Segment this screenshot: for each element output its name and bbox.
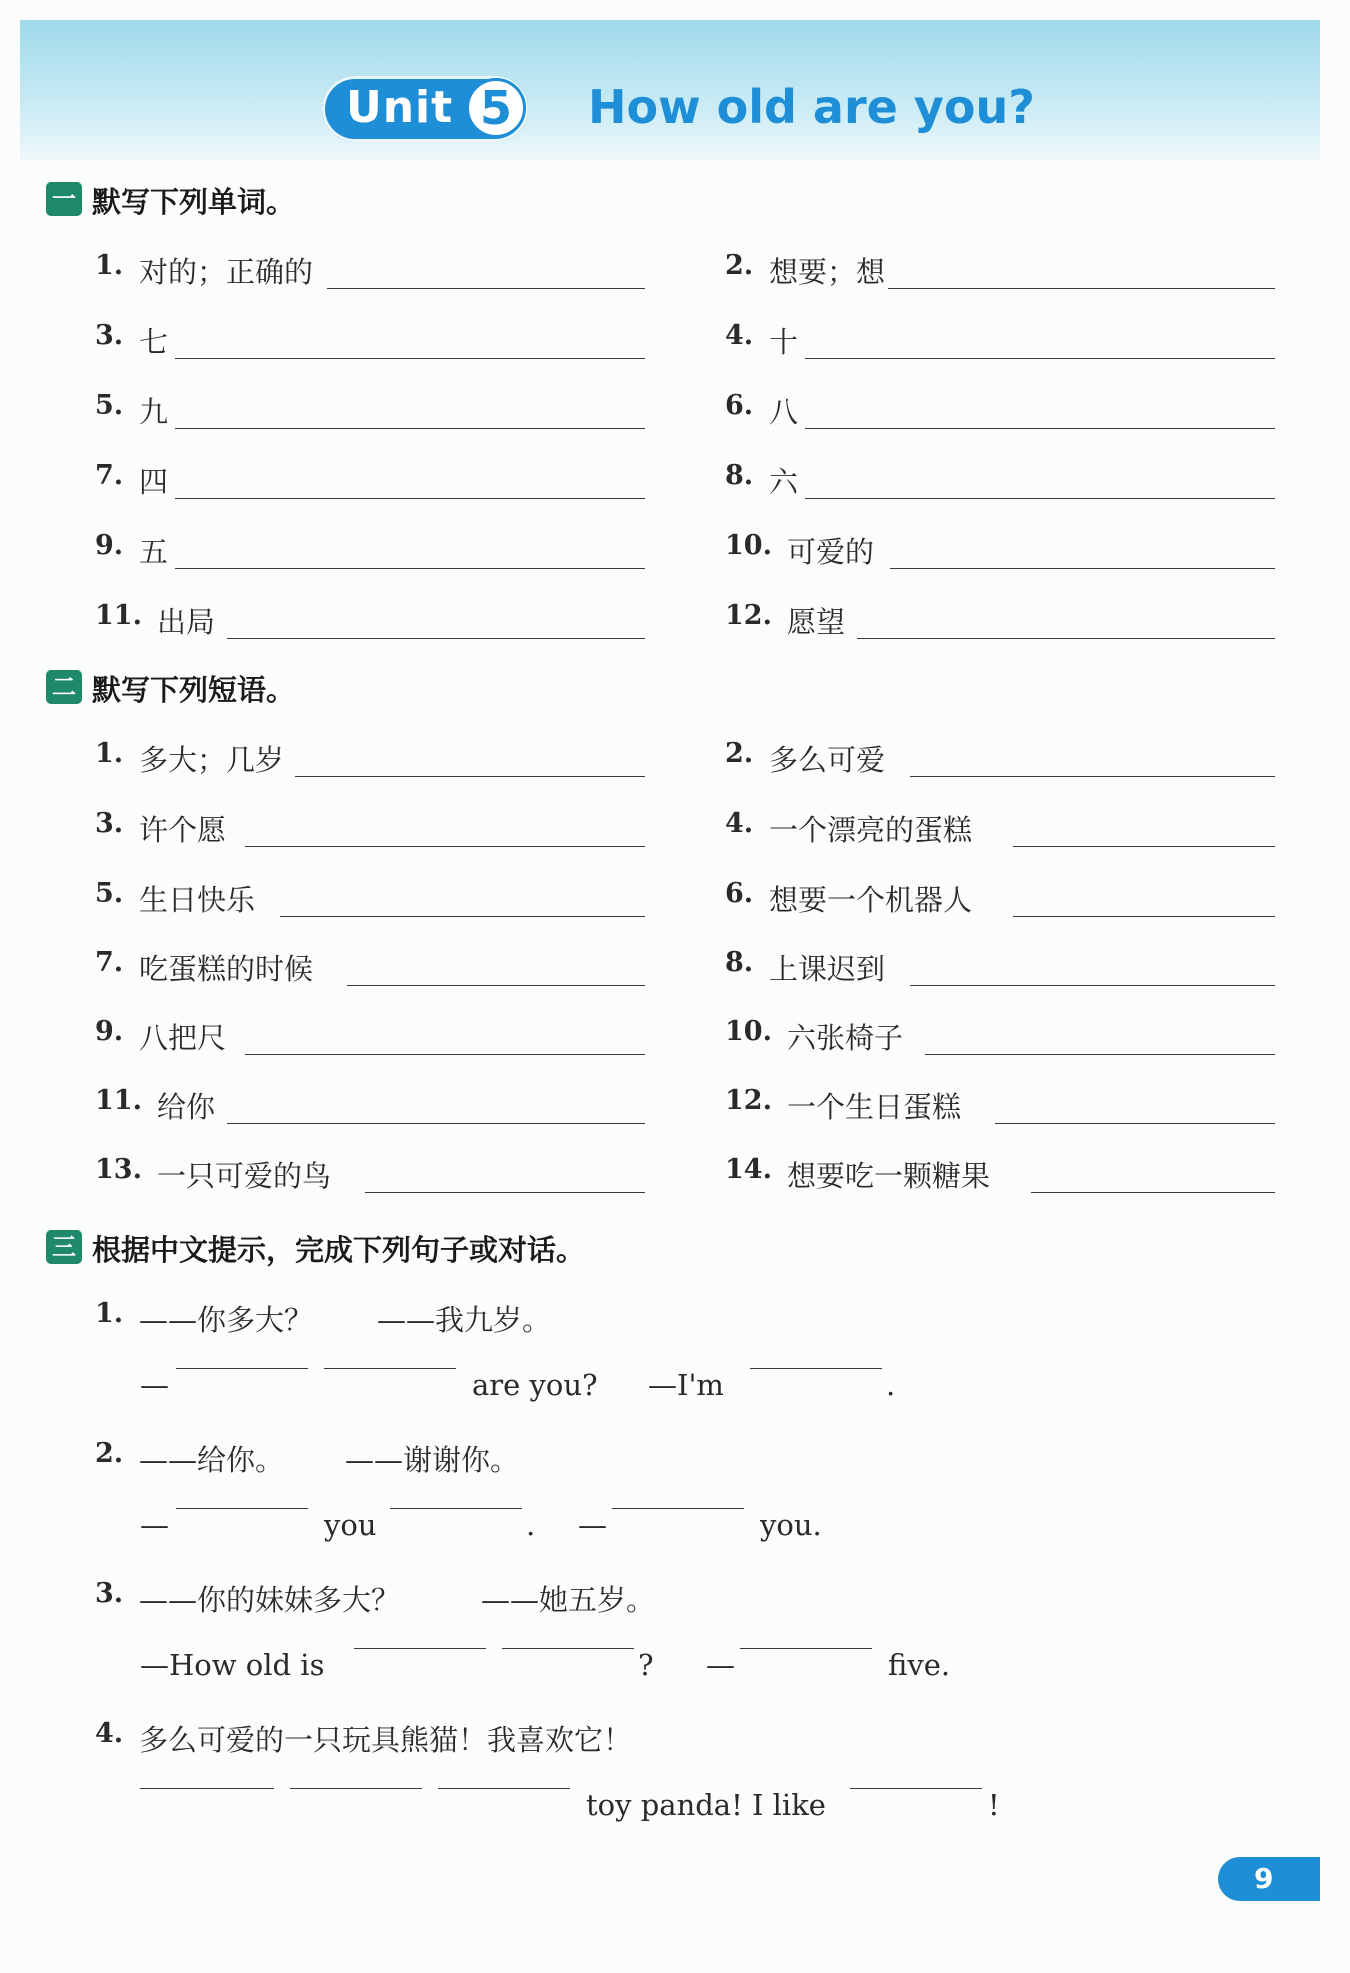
answer-blank[interactable]	[805, 428, 1275, 429]
dialogue-dash: —	[140, 1508, 169, 1542]
item-number: 14.	[725, 1154, 772, 1185]
sentence-text: —How old is	[140, 1648, 325, 1682]
item-number: 4.	[725, 808, 754, 839]
sentence-text: ?	[638, 1648, 654, 1682]
question-3-prompt	[95, 1578, 1195, 1622]
item-number: 2.	[725, 738, 754, 769]
sentence-text: five.	[888, 1648, 951, 1682]
sentence-text: .	[526, 1508, 536, 1542]
item-prompt: 对的；正确的	[139, 255, 314, 289]
answer-blank[interactable]	[910, 776, 1275, 777]
item-prompt: 九	[139, 395, 169, 429]
answer-blank[interactable]	[227, 638, 645, 639]
phrase-item	[725, 1154, 1275, 1194]
item-number: 10.	[725, 530, 772, 561]
item-prompt: 可爱的	[787, 535, 875, 569]
answer-blank[interactable]	[347, 985, 645, 986]
answer-blank[interactable]	[995, 1123, 1275, 1124]
item-number: 11.	[95, 600, 142, 631]
item-number: 3.	[95, 320, 124, 351]
phrase-item	[95, 878, 645, 918]
item-number: 11.	[95, 1085, 142, 1116]
phrase-item	[725, 878, 1275, 918]
item-prompt: 上课迟到	[769, 952, 886, 986]
item-number: 2.	[95, 1438, 124, 1469]
answer-blank[interactable]	[910, 985, 1275, 986]
item-number: 5.	[95, 390, 124, 421]
word-item	[95, 390, 645, 430]
item-number: 10.	[725, 1016, 772, 1047]
chinese-cue: ——给你。	[139, 1443, 285, 1477]
answer-blank[interactable]	[390, 1508, 522, 1509]
item-prompt: 八把尺	[139, 1021, 227, 1055]
phrase-item	[725, 1085, 1275, 1125]
word-item	[95, 460, 645, 500]
question-4-prompt	[95, 1718, 1195, 1762]
dialogue-dash: —	[140, 1368, 169, 1402]
page-number: 9	[1218, 1857, 1320, 1901]
item-prompt: 想要吃一颗糖果	[787, 1159, 991, 1193]
item-number: 6.	[725, 390, 754, 421]
phrase-item	[95, 947, 645, 987]
phrase-item	[95, 808, 645, 848]
unit-title: How old are you?	[588, 80, 1035, 134]
item-number: 1.	[95, 1298, 124, 1329]
section-1-title: 默写下列单词。	[92, 185, 296, 219]
item-prompt: 六	[769, 465, 799, 499]
phrase-item	[725, 738, 1275, 778]
item-number: 12.	[725, 1085, 772, 1116]
item-prompt: 一个漂亮的蛋糕	[769, 813, 973, 847]
answer-blank[interactable]	[888, 288, 1275, 289]
answer-blank[interactable]	[290, 1788, 422, 1789]
question-4-answer-row	[140, 1788, 1240, 1832]
answer-blank[interactable]	[925, 1054, 1275, 1055]
item-number: 9.	[95, 1016, 124, 1047]
question-3-answer-row	[140, 1648, 1240, 1692]
item-number: 4.	[95, 1718, 124, 1749]
question-2-answer-row	[140, 1508, 1240, 1552]
section-2-title: 默写下列短语。	[92, 673, 296, 707]
word-item	[95, 530, 645, 570]
word-item	[725, 320, 1275, 360]
item-prompt: 生日快乐	[139, 883, 256, 917]
item-prompt: 想要；想	[769, 255, 886, 289]
answer-blank[interactable]	[245, 1054, 645, 1055]
answer-blank[interactable]	[1013, 916, 1275, 917]
word-item	[725, 600, 1275, 640]
item-number: 7.	[95, 947, 124, 978]
item-number: 2.	[725, 250, 754, 281]
phrase-item	[95, 1154, 645, 1194]
phrase-item	[725, 947, 1275, 987]
item-number: 1.	[95, 250, 124, 281]
item-prompt: 六张椅子	[787, 1021, 904, 1055]
question-1-prompt	[95, 1298, 1195, 1342]
section-1-badge: 一	[46, 182, 82, 216]
item-prompt: 给你	[157, 1090, 216, 1124]
answer-blank[interactable]	[175, 428, 645, 429]
item-prompt: 出局	[157, 605, 216, 639]
word-item	[95, 250, 645, 290]
item-prompt: 愿望	[787, 605, 846, 639]
answer-blank[interactable]	[175, 498, 645, 499]
section-2-badge: 二	[46, 670, 82, 704]
dialogue-dash: —	[578, 1508, 607, 1542]
chinese-cue: ——你多大？	[139, 1303, 314, 1337]
answer-blank[interactable]	[175, 568, 645, 569]
answer-blank[interactable]	[227, 1123, 645, 1124]
word-item	[725, 530, 1275, 570]
answer-blank[interactable]	[327, 288, 645, 289]
answer-blank[interactable]	[805, 358, 1275, 359]
chinese-cue: ——谢谢你。	[345, 1443, 520, 1477]
chinese-cue: ——你的妹妹多大？	[139, 1583, 401, 1617]
answer-blank[interactable]	[176, 1508, 308, 1509]
item-prompt: 多么可爱	[769, 743, 886, 777]
answer-blank[interactable]	[1031, 1192, 1275, 1193]
item-prompt: 想要一个机器人	[769, 883, 973, 917]
item-prompt: 七	[139, 325, 169, 359]
unit-number: 5	[466, 78, 526, 138]
item-number: 12.	[725, 600, 772, 631]
word-item	[95, 600, 645, 640]
answer-blank[interactable]	[176, 1368, 308, 1369]
answer-blank[interactable]	[245, 846, 645, 847]
item-number: 3.	[95, 808, 124, 839]
unit-badge	[322, 76, 528, 142]
word-item	[725, 460, 1275, 500]
item-prompt: 多大；几岁	[139, 743, 285, 777]
chinese-cue: ——我九岁。	[377, 1303, 552, 1337]
answer-blank[interactable]	[365, 1192, 645, 1193]
answer-blank[interactable]	[354, 1648, 486, 1649]
item-prompt: 一个生日蛋糕	[787, 1090, 962, 1124]
sentence-text: toy panda! I like	[586, 1788, 826, 1822]
answer-blank[interactable]	[850, 1788, 982, 1789]
item-prompt: 十	[769, 325, 799, 359]
answer-blank[interactable]	[502, 1648, 634, 1649]
sentence-text: you	[324, 1508, 377, 1542]
answer-blank[interactable]	[612, 1508, 744, 1509]
item-number: 7.	[95, 460, 124, 491]
item-number: 13.	[95, 1154, 142, 1185]
item-prompt: 一只可爱的鸟	[157, 1159, 332, 1193]
item-number: 5.	[95, 878, 124, 909]
section-3-title: 根据中文提示，完成下列句子或对话。	[92, 1233, 586, 1267]
answer-blank[interactable]	[805, 498, 1275, 499]
item-prompt: 五	[139, 535, 169, 569]
item-prompt: 四	[139, 465, 169, 499]
item-number: 3.	[95, 1578, 124, 1609]
answer-blank[interactable]	[750, 1368, 882, 1369]
answer-blank[interactable]	[280, 916, 645, 917]
question-1-answer-row	[140, 1368, 1240, 1412]
item-prompt: 许个愿	[139, 813, 227, 847]
item-number: 8.	[725, 460, 754, 491]
answer-blank[interactable]	[438, 1788, 570, 1789]
phrase-item	[95, 738, 645, 778]
question-2-prompt	[95, 1438, 1195, 1482]
dialogue-dash: —	[706, 1648, 735, 1682]
unit-label: Unit	[346, 82, 454, 133]
phrase-item	[725, 808, 1275, 848]
phrase-item	[95, 1085, 645, 1125]
sentence-text: are you?	[472, 1368, 598, 1402]
item-number: 1.	[95, 738, 124, 769]
item-number: 9.	[95, 530, 124, 561]
phrase-item	[95, 1016, 645, 1056]
answer-blank[interactable]	[175, 358, 645, 359]
answer-blank[interactable]	[857, 638, 1275, 639]
sentence-text: !	[988, 1788, 1000, 1822]
answer-blank[interactable]	[1013, 846, 1275, 847]
answer-blank[interactable]	[740, 1648, 872, 1649]
answer-blank[interactable]	[324, 1368, 456, 1369]
item-prompt: 八	[769, 395, 799, 429]
item-number: 4.	[725, 320, 754, 351]
item-prompt: 吃蛋糕的时候	[139, 952, 314, 986]
item-number: 6.	[725, 878, 754, 909]
word-item	[95, 320, 645, 360]
word-item	[725, 390, 1275, 430]
word-item	[725, 250, 1275, 290]
chinese-cue: ——她五岁。	[481, 1583, 656, 1617]
phrase-item	[725, 1016, 1275, 1056]
section-3-badge: 三	[46, 1230, 82, 1264]
item-number: 8.	[725, 947, 754, 978]
chinese-cue: 多么可爱的一只玩具熊猫！我喜欢它！	[139, 1723, 633, 1757]
answer-blank[interactable]	[140, 1788, 274, 1789]
answer-blank[interactable]	[890, 568, 1275, 569]
sentence-text: —I'm	[648, 1368, 724, 1402]
answer-blank[interactable]	[295, 776, 645, 777]
sentence-text: you.	[760, 1508, 822, 1542]
sentence-text: .	[886, 1368, 896, 1402]
